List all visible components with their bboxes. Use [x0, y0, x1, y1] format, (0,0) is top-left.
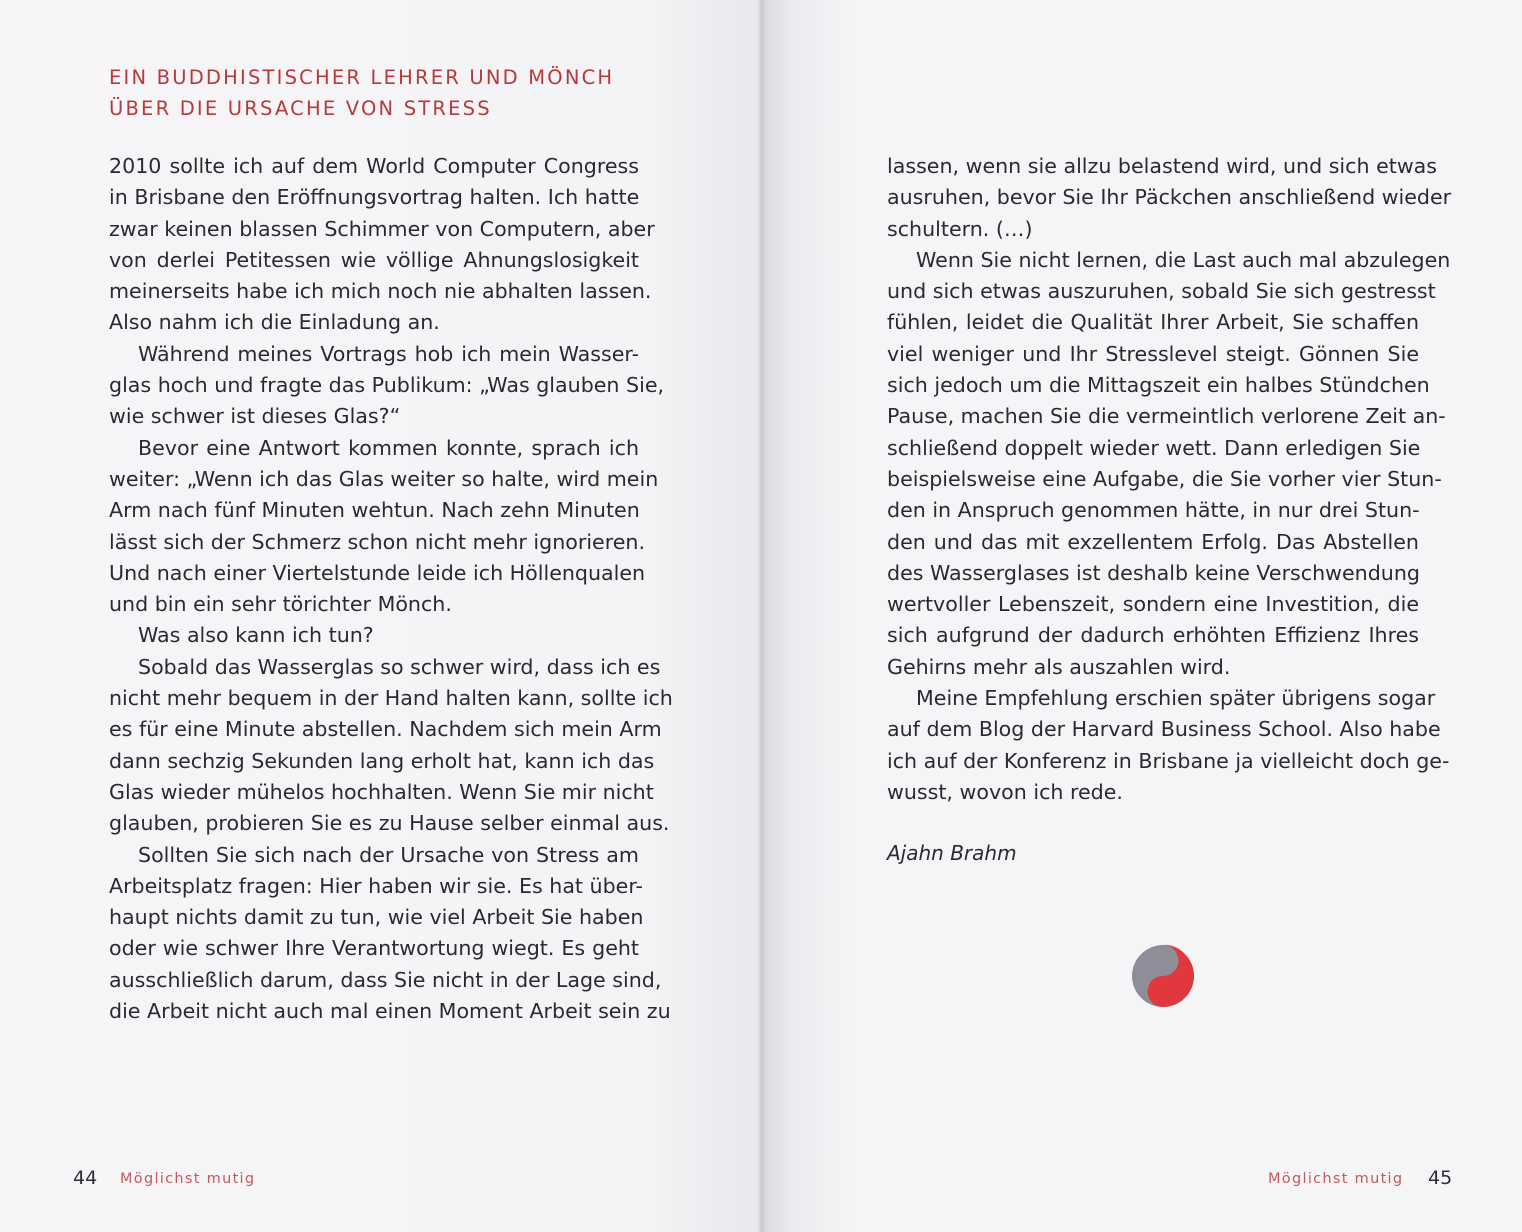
text-line: schultern. (…): [887, 216, 1033, 241]
text-line: den und das mit exzellentem Erfolg. Das Abstellen: [887, 529, 1419, 554]
text-line: Gehirns mehr als auszahlen wird.: [887, 654, 1231, 679]
text-line: Was also kann ich tun?: [138, 623, 374, 648]
text-line: Arm nach fünf Minuten wehtun. Nach zehn Minuten: [109, 498, 640, 523]
text-line: Also nahm ich die Einladung an.: [109, 310, 440, 335]
text-line: wie schwer ist dieses Glas?“: [109, 404, 401, 429]
text-line: Arbeitsplatz fragen: Hier haben wir sie. Es hat über-: [109, 873, 643, 898]
text-line: lässt sich der Schmerz schon nicht mehr ignorieren.: [109, 529, 646, 554]
text-line: 2010 sollte ich auf dem World Computer Congress: [109, 154, 639, 178]
text-line: von derlei Petitessen wie völlige Ahnungslosigkeit: [109, 247, 639, 272]
text-line: Bevor eine Antwort kommen konnte, sprach ich: [138, 435, 639, 460]
heading-line-2: ÜBER DIE URSACHE VON STRESS: [109, 97, 492, 120]
left-body-text: [109, 151, 673, 1027]
text-line: Glas wieder mühelos hochhalten. Wenn Sie mir nicht: [109, 779, 654, 804]
author-signature: Ajahn Brahm: [887, 841, 1017, 865]
text-line: haupt nichts damit zu tun, wie viel Arbeit Sie haben: [109, 905, 644, 930]
text-line: sich aufgrund der dadurch erhöhten Effizienz Ihres: [887, 623, 1419, 648]
text-line: wertvoller Lebenszeit, sondern eine Investition, die: [887, 592, 1419, 617]
page-number-left: 44: [73, 1167, 98, 1189]
text-line: und sich etwas auszuruhen, sobald Sie sich gestresst: [887, 279, 1436, 304]
text-line: nicht mehr bequem in der Hand halten kann, sollte ich: [109, 686, 673, 711]
running-head-left: Möglichst mutig: [120, 1171, 256, 1187]
text-line: oder wie schwer Ihre Verantwortung wiegt. Es geht: [109, 936, 639, 961]
text-line: Sollten Sie sich nach der Ursache von Stress am: [138, 842, 639, 867]
running-head-right: Möglichst mutig: [1268, 1171, 1404, 1187]
page-number-right: 45: [1428, 1167, 1453, 1189]
text-line: ich auf der Konferenz in Brisbane ja vielleicht doch ge-: [887, 748, 1450, 773]
text-line: den in Anspruch genommen hätte, in nur drei Stun-: [887, 498, 1420, 523]
text-line: es für eine Minute abstellen. Nachdem sich mein Arm: [109, 717, 662, 742]
text-line: sich jedoch um die Mittagszeit ein halbes Stündchen: [887, 373, 1430, 398]
text-line: wusst, wovon ich rede.: [887, 779, 1123, 804]
text-line: Sobald das Wasserglas so schwer wird, dass ich es: [138, 654, 661, 679]
right-body-text: [887, 151, 1452, 808]
text-line: und bin ein sehr törichter Mönch.: [109, 592, 452, 617]
text-line: weiter: „Wenn ich das Glas weiter so halte, wird mein: [109, 466, 659, 491]
text-line: meinerseits habe ich mich noch nie abhalten lassen.: [109, 279, 652, 304]
text-line: des Wasserglases ist deshalb keine Verschwendung: [887, 560, 1420, 585]
text-line: ausschließlich darum, dass Sie nicht in der Lage sind,: [109, 967, 662, 992]
text-line: viel weniger und Ihr Stresslevel steigt. Gönnen Sie: [887, 341, 1419, 366]
text-line: Wenn Sie nicht lernen, die Last auch mal abzulegen: [916, 247, 1451, 272]
text-line: Meine Empfehlung erschien später übrigens sogar: [916, 686, 1436, 711]
book-spine: [758, 0, 766, 1232]
text-line: schließend doppelt wieder wett. Dann erledigen Sie: [887, 435, 1421, 460]
text-line: Pause, machen Sie die vermeintlich verlorene Zeit an-: [887, 404, 1446, 429]
heading-line-1: EIN BUDDHISTISCHER LEHRER UND MÖNCH: [109, 66, 615, 89]
text-line: ausruhen, bevor Sie Ihr Päckchen anschließend wieder: [887, 185, 1452, 210]
text-line: fühlen, leidet die Qualität Ihrer Arbeit, Sie schaffen: [887, 310, 1419, 335]
text-line: beispielsweise eine Aufgabe, die Sie vorher vier Stun-: [887, 466, 1442, 491]
chapter-heading: [109, 62, 669, 124]
text-line: Und nach einer Viertelstunde leide ich Höllenqualen: [109, 560, 646, 585]
text-line: auf dem Blog der Harvard Business School. Also habe: [887, 717, 1441, 742]
text-line: die Arbeit nicht auch mal einen Moment Arbeit sein zu: [109, 999, 671, 1024]
text-line: Während meines Vortrags hob ich mein Wasser-: [138, 341, 639, 366]
text-line: lassen, wenn sie allzu belastend wird, und sich etwas: [887, 154, 1438, 178]
text-line: dann sechzig Sekunden lang erholt hat, kann ich das: [109, 748, 655, 773]
text-line: glauben, probieren Sie es zu Hause selber einmal aus.: [109, 811, 670, 836]
text-line: zwar keinen blassen Schimmer von Computern, aber: [109, 216, 655, 241]
text-line: in Brisbane den Eröffnungsvortrag halten. Ich hatte: [109, 185, 640, 210]
text-line: glas hoch und fragte das Publikum: „Was glauben Sie,: [109, 373, 665, 398]
yin-yang-circle-icon: [1131, 944, 1195, 1008]
